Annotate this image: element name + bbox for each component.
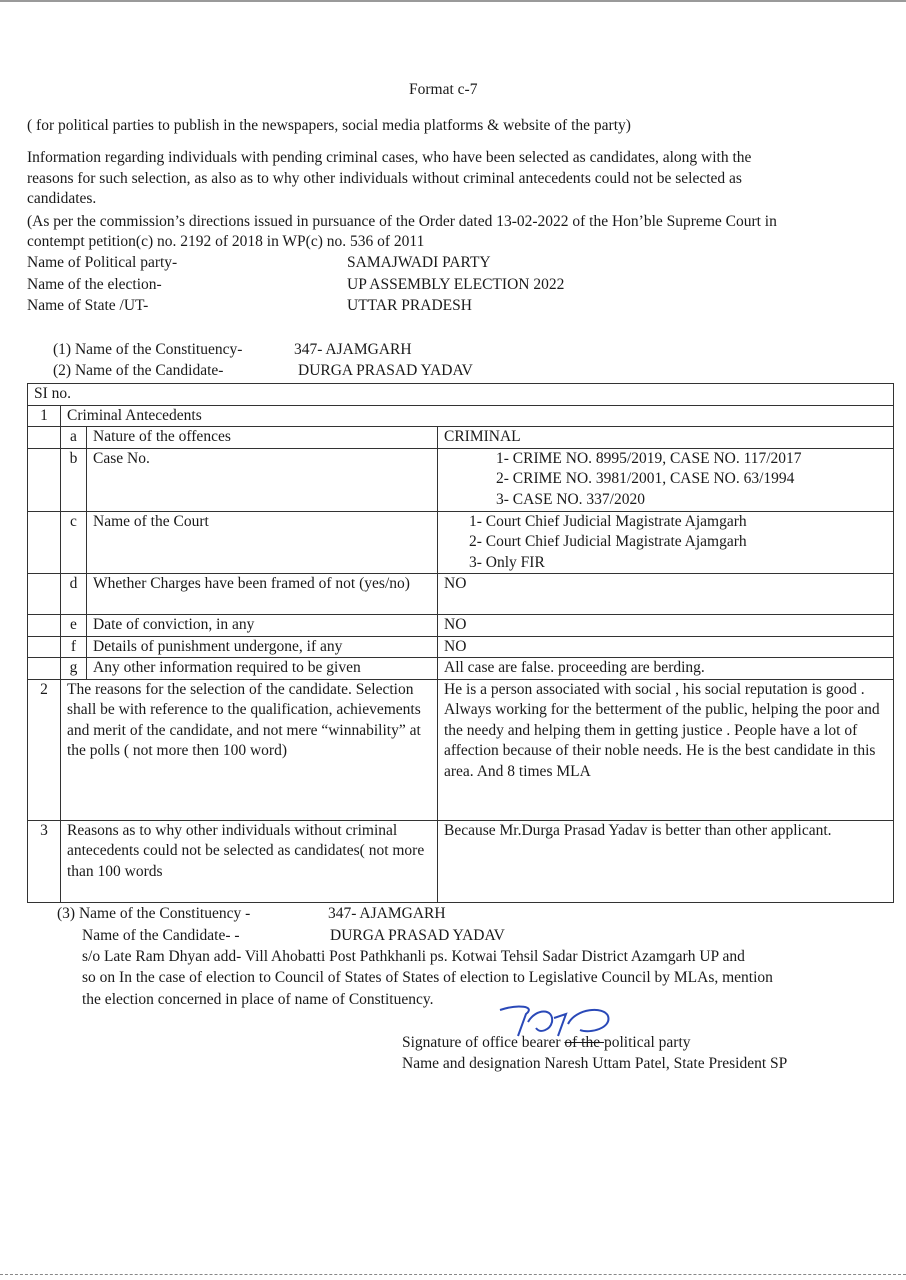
list-item: 1- Court Chief Judicial Magistrate Ajamgarh — [469, 512, 747, 530]
section3-candidate-label: Name of the Candidate- - — [82, 927, 240, 944]
table-row — [28, 615, 894, 637]
table-row — [28, 679, 894, 820]
table-row — [28, 636, 894, 658]
candidate-value: DURGA PRASAD YADAV — [298, 362, 473, 379]
row-letter: a — [61, 427, 87, 449]
intro-line: ( for political parties to publish in the newspapers, social media platforms & website of the party) — [27, 117, 631, 134]
court-list — [469, 512, 887, 574]
row-letter: e — [61, 615, 87, 637]
table-row — [28, 574, 894, 615]
scan-top-edge — [0, 0, 906, 2]
row-value: NO — [438, 574, 894, 615]
row-letter: d — [61, 574, 87, 615]
address-line-1: s/o Late Ram Dhyan add- Vill Ahobatti Post Pathkhanli ps. Kotwai Tehsil Sadar District Azamgarh UP and — [82, 948, 745, 965]
row-value: NO — [438, 615, 894, 637]
signature-line — [402, 1033, 691, 1053]
row-number: 3 — [28, 820, 61, 902]
list-item: 2- CRIME NO. 3981/2001, CASE NO. 63/1994 — [496, 470, 795, 487]
table-row — [28, 448, 894, 511]
list-item: 3- Only FIR — [469, 553, 545, 571]
constituency-value: 347- AJAMGARH — [294, 341, 412, 358]
signature-text-a: Signature of office bearer — [402, 1034, 565, 1051]
row-value: NO — [438, 636, 894, 658]
directions-line-2: contempt petition(c) no. 2192 of 2018 in WP(c) no. 536 of 2011 — [27, 233, 425, 250]
row-label: Case No. — [87, 448, 438, 511]
info-line-1: Information regarding individuals with pending criminal cases, who have been selected as candidates, along with the — [27, 149, 752, 166]
state-label: Name of State /UT- — [27, 297, 149, 314]
row-label: Name of the Court — [87, 511, 438, 574]
sl-no-header: SI no. — [28, 384, 894, 406]
row-number: 1 — [28, 405, 61, 427]
row-label: Details of punishment undergone, if any — [87, 636, 438, 658]
scan-bottom-edge — [0, 1274, 906, 1276]
section3-constituency-label: (3) Name of the Constituency - — [57, 905, 251, 922]
row-value: All case are false. proceeding are berding. — [438, 658, 894, 680]
party-value: SAMAJWADI PARTY — [347, 254, 491, 271]
info-line-3: candidates. — [27, 190, 97, 207]
table-row — [28, 405, 894, 427]
signature-text-struck: of the — [564, 1034, 604, 1051]
row-number: 2 — [28, 679, 61, 820]
directions-line-1: (As per the commission’s directions issued in pursuance of the Order dated 13-02-2022 of the Hon’ble Supreme Court in — [27, 213, 777, 230]
name-designation: Name and designation Naresh Uttam Patel, State President SP — [402, 1055, 788, 1072]
election-label: Name of the election- — [27, 276, 162, 293]
election-value: UP ASSEMBLY ELECTION 2022 — [347, 276, 565, 293]
state-value: UTTAR PRADESH — [347, 297, 472, 314]
case-list-cell — [438, 448, 894, 511]
constituency-label: (1) Name of the Constituency- — [53, 341, 243, 358]
table-row — [28, 820, 894, 902]
selection-reason-label: The reasons for the selection of the candidate. Selection shall be with reference to the qualification, achievements and merit of the candidate, and not mere “winnability” at the polls ( not more then 100 word) — [61, 679, 438, 820]
row-label: Nature of the offences — [87, 427, 438, 449]
table-row — [28, 427, 894, 449]
row-letter: c — [61, 511, 87, 574]
row-letter: b — [61, 448, 87, 511]
row-letter: g — [61, 658, 87, 680]
row-letter: f — [61, 636, 87, 658]
other-individuals-value: Because Mr.Durga Prasad Yadav is better than other applicant. — [438, 820, 894, 902]
row-value: CRIMINAL — [438, 427, 894, 449]
section3-constituency-value: 347- AJAMGARH — [328, 905, 446, 922]
format-title: Format c-7 — [409, 81, 478, 98]
court-list-cell — [438, 511, 894, 574]
list-item: 1- CRIME NO. 8995/2019, CASE NO. 117/2017 — [496, 449, 802, 467]
table-row — [28, 511, 894, 574]
list-item: 2- Court Chief Judicial Magistrate Ajamgarh — [469, 533, 747, 550]
selection-reason-value: He is a person associated with social , his social reputation is good . Always working for the betterment of the public, helping the poor and the needy and helping them in getting justice . People have a lot of affection because of their noble needs. He is the best candidate in this area. And 8 times MLA — [438, 679, 894, 820]
case-list — [496, 449, 887, 511]
party-label: Name of Political party- — [27, 254, 178, 271]
address-line-2: so on In the case of election to Council of States of States of election to Legislative Council by MLAs, mention — [82, 969, 773, 986]
section-title: Criminal Antecedents — [61, 405, 894, 427]
row-label: Whether Charges have been framed of not (yes/no) — [87, 574, 438, 615]
candidate-label: (2) Name of the Candidate- — [53, 362, 224, 379]
row-label: Date of conviction, in any — [87, 615, 438, 637]
row-label: Any other information required to be given — [87, 658, 438, 680]
section3-candidate-value: DURGA PRASAD YADAV — [330, 927, 505, 944]
list-item: 3- CASE NO. 337/2020 — [496, 490, 645, 508]
table-row — [28, 658, 894, 680]
table-header-row — [28, 384, 894, 406]
other-individuals-label: Reasons as to why other individuals without criminal antecedents could not be selected as candidates( not more than 100 words — [61, 820, 438, 902]
info-line-2: reasons for such selection, as also as to why other individuals without criminal antecedents could not be selected as — [27, 170, 742, 187]
address-line-3: the election concerned in place of name of Constituency. — [82, 991, 434, 1008]
signature-text-b: political party — [604, 1034, 691, 1051]
antecedents-table — [27, 383, 894, 903]
